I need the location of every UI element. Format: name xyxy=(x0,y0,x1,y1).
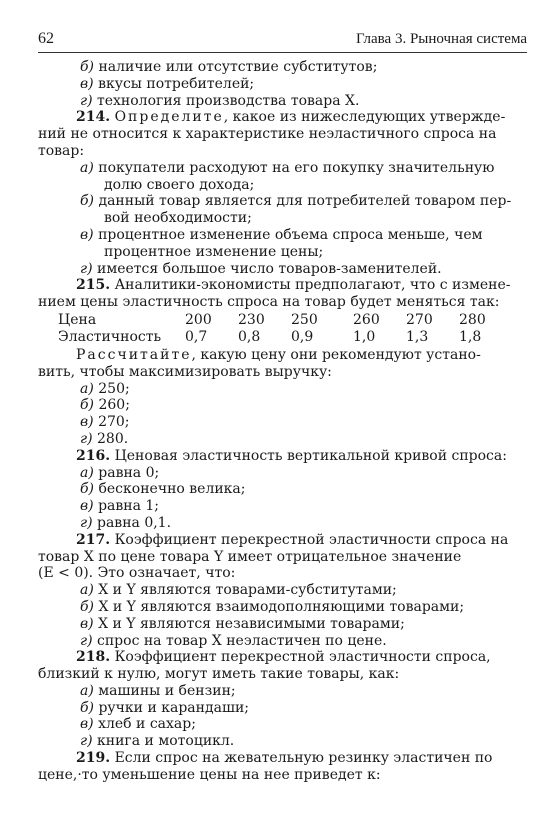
question-stem-line: вить, чтобы максимизировать выручку: xyxy=(38,363,332,380)
running-header xyxy=(38,28,527,48)
option-line: б) данный товар является для потребителей товаром пер- xyxy=(80,193,512,210)
option-continuation: вой необходимости; xyxy=(104,210,252,227)
table-cell: 0,9 xyxy=(291,329,314,346)
option-line: а) машины и бензин; xyxy=(80,682,236,699)
option-line: г) 280. xyxy=(80,430,129,447)
option-continuation: процентное изменение цены; xyxy=(104,243,324,260)
question-stem-line: 218. Коэффициент перекрестной эластичности спроса, xyxy=(76,649,491,666)
option-line: б) бесконечно велика; xyxy=(80,481,246,498)
table-row-elasticity xyxy=(58,329,527,346)
question-stem-line: 219. Если спрос на жевательную резинку эластичен по xyxy=(76,750,493,767)
elasticity-table xyxy=(38,312,527,346)
question-stem-line: товар: xyxy=(38,142,85,159)
table-row-label: Цена xyxy=(58,312,97,329)
question-stem-line: нием цены эластичность спроса на товар будет меняться так: xyxy=(38,294,500,311)
table-cell: 200 xyxy=(185,312,212,329)
question-213-options xyxy=(38,59,527,109)
option-line: в) вкусы потребителей; xyxy=(80,75,255,92)
table-cell: 1,8 xyxy=(459,329,482,346)
table-cell: 250 xyxy=(291,312,318,329)
question-216 xyxy=(38,448,527,532)
option-line: а) 250; xyxy=(80,380,130,397)
question-219 xyxy=(38,750,527,784)
table-cell: 0,7 xyxy=(185,329,208,346)
table-cell: 280 xyxy=(459,312,486,329)
option-line: в) X и Y являются независимыми товарами; xyxy=(80,615,405,632)
option-line: б) 260; xyxy=(80,397,130,414)
table-cell: 1,3 xyxy=(406,329,429,346)
option-line: а) покупатели расходуют на его покупку значительную xyxy=(80,159,495,176)
option-line: б) ручки и карандаши; xyxy=(80,699,250,716)
question-stem-line: 214. Определите, какое из нижеследующих утвержде- xyxy=(76,109,506,126)
question-215 xyxy=(38,277,527,447)
option-line: б) X и Y являются взаимодополняющими товарами; xyxy=(80,598,465,615)
question-stem-line: товар X по цене товара Y имеет отрицательное значение xyxy=(38,548,462,565)
option-line: г) спрос на товар X неэластичен по цене. xyxy=(80,632,387,649)
option-line: г) равна 0,1. xyxy=(80,514,172,531)
question-stem-line: цене,·то уменьшение цены на нее приведет к: xyxy=(38,766,381,783)
option-line: в) хлеб и сахар; xyxy=(80,716,196,733)
option-line: г) технология производства товара X. xyxy=(80,92,360,109)
question-stem-line: 217. Коэффициент перекрестной эластичности спроса на xyxy=(76,531,509,548)
option-line: г) имеется большое число товаров-заменителей. xyxy=(80,260,442,277)
option-line: в) 270; xyxy=(80,414,130,431)
page-number: 62 xyxy=(38,30,54,48)
question-214 xyxy=(38,109,527,277)
question-217 xyxy=(38,532,527,650)
table-cell: 0,8 xyxy=(238,329,261,346)
question-stem-line: близкий к нулю, могут иметь такие товары, как: xyxy=(38,666,400,683)
question-stem-line: 216. Ценовая эластичность вертикальной кривой спроса: xyxy=(76,447,507,464)
question-stem-line: 215. Аналитики-экономисты предполагают, что с измене- xyxy=(76,277,511,294)
question-stem-line: (E < 0). Это означает, что: xyxy=(38,565,236,582)
table-cell: 270 xyxy=(406,312,433,329)
table-cell: 1,0 xyxy=(353,329,376,346)
header-divider xyxy=(38,52,527,53)
option-line: г) книга и мотоцикл. xyxy=(80,733,235,750)
table-cell: 230 xyxy=(238,312,265,329)
table-row-price xyxy=(58,312,527,329)
question-stem-line: Рассчитайте, какую цену они рекомендуют устано- xyxy=(76,346,481,363)
option-continuation: долю своего дохода; xyxy=(104,176,255,193)
option-line: а) X и Y являются товарами-субститутами; xyxy=(80,582,397,599)
table-row-label: Эластичность xyxy=(58,329,162,346)
option-line: в) равна 1; xyxy=(80,498,160,515)
option-line: б) наличие или отсутствие субститутов; xyxy=(80,59,378,75)
question-stem-line: ний не относится к характеристике неэластичного спроса на xyxy=(38,126,497,143)
chapter-title: Глава 3. Рыночная система xyxy=(355,31,527,48)
question-218 xyxy=(38,649,527,750)
option-line: в) процентное изменение объема спроса меньше, чем xyxy=(80,226,483,243)
option-line: а) равна 0; xyxy=(80,464,160,481)
table-cell: 260 xyxy=(353,312,380,329)
